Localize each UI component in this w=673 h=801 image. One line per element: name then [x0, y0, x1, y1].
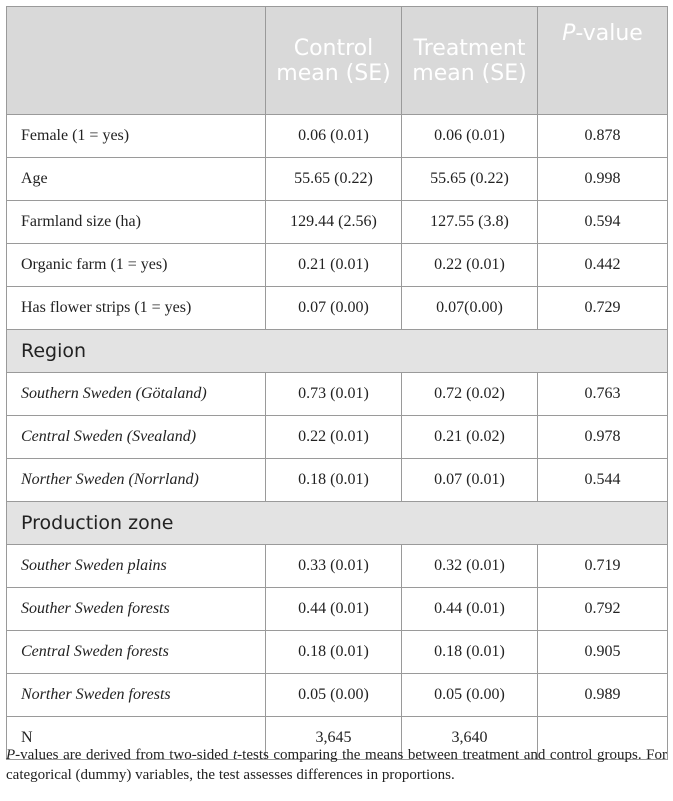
header-empty-cell — [7, 7, 266, 115]
row-label: Female (1 = yes) — [7, 115, 266, 158]
table-row — [7, 201, 668, 244]
p-value: 0.978 — [538, 416, 668, 459]
row-label: Age — [7, 158, 266, 201]
table-row — [7, 287, 668, 330]
row-label: Souther Sweden forests — [7, 588, 266, 631]
table-row — [7, 115, 668, 158]
header-treatment-mean: Treatment mean (SE) — [402, 7, 538, 115]
balance-table-container — [6, 6, 667, 760]
table-row — [7, 545, 668, 588]
control-value: 0.06 (0.01) — [266, 115, 402, 158]
treatment-value: 0.32 (0.01) — [402, 545, 538, 588]
control-value: 0.22 (0.01) — [266, 416, 402, 459]
section-header-production-zone — [7, 502, 668, 545]
control-value: 0.07 (0.00) — [266, 287, 402, 330]
header-control-mean: Control mean (SE) — [266, 7, 402, 115]
control-value: 0.73 (0.01) — [266, 373, 402, 416]
section-header-region — [7, 330, 668, 373]
row-label: Central Sweden forests — [7, 631, 266, 674]
control-value: 0.05 (0.00) — [266, 674, 402, 717]
row-label: Norther Sweden forests — [7, 674, 266, 717]
footnote-p-italic: P — [6, 747, 16, 763]
footnote-part-4: -tests comparing the means between treatment and control groups. For categorical (dummy) variables, the test assesses differences in proportions. — [6, 747, 667, 783]
control-value: 0.18 (0.01) — [266, 631, 402, 674]
p-value: 0.878 — [538, 115, 668, 158]
footnote-t-italic: t — [232, 747, 238, 763]
p-value: 0.763 — [538, 373, 668, 416]
treatment-value: 0.44 (0.01) — [402, 588, 538, 631]
treatment-value: 0.07(0.00) — [402, 287, 538, 330]
table-row — [7, 158, 668, 201]
row-label: Organic farm (1 = yes) — [7, 244, 266, 287]
section-title: Production zone — [7, 502, 668, 545]
table-row — [7, 631, 668, 674]
header-p-rest: -value — [575, 21, 643, 46]
table-row — [7, 674, 668, 717]
control-value: 0.18 (0.01) — [266, 459, 402, 502]
table-header-row — [7, 7, 668, 115]
header-p-italic: P — [562, 21, 576, 46]
row-label: Southern Sweden (Götaland) — [7, 373, 266, 416]
p-value: 0.989 — [538, 674, 668, 717]
row-label: Norther Sweden (Norrland) — [7, 459, 266, 502]
treatment-value: 0.07 (0.01) — [402, 459, 538, 502]
table-row — [7, 244, 668, 287]
treatment-value: 0.06 (0.01) — [402, 115, 538, 158]
control-value: 0.44 (0.01) — [266, 588, 402, 631]
treatment-value: 127.55 (3.8) — [402, 201, 538, 244]
p-value: 0.998 — [538, 158, 668, 201]
treatment-n: 3,640 — [402, 717, 538, 760]
section-title: Region — [7, 330, 668, 373]
header-p-value — [538, 7, 668, 115]
table-row — [7, 459, 668, 502]
control-value: 0.33 (0.01) — [266, 545, 402, 588]
treatment-value: 0.21 (0.02) — [402, 416, 538, 459]
treatment-value: 0.05 (0.00) — [402, 674, 538, 717]
p-value: 0.594 — [538, 201, 668, 244]
balance-table — [6, 6, 668, 760]
treatment-value: 0.22 (0.01) — [402, 244, 538, 287]
row-label: Central Sweden (Svealand) — [7, 416, 266, 459]
control-value: 129.44 (2.56) — [266, 201, 402, 244]
p-value: 0.905 — [538, 631, 668, 674]
p-value: 0.719 — [538, 545, 668, 588]
p-value: 0.792 — [538, 588, 668, 631]
control-value: 55.65 (0.22) — [266, 158, 402, 201]
row-label: Farmland size (ha) — [7, 201, 266, 244]
footnote-part-2: -values are derived from two-sided — [15, 747, 233, 763]
row-label: Has flower strips (1 = yes) — [7, 287, 266, 330]
table-row — [7, 588, 668, 631]
p-value: 0.729 — [538, 287, 668, 330]
treatment-value: 55.65 (0.22) — [402, 158, 538, 201]
p-value: 0.544 — [538, 459, 668, 502]
treatment-value: 0.18 (0.01) — [402, 631, 538, 674]
row-label: N — [7, 717, 266, 760]
table-row — [7, 373, 668, 416]
row-label: Souther Sweden plains — [7, 545, 266, 588]
table-footnote — [6, 745, 667, 785]
control-n: 3,645 — [266, 717, 402, 760]
table-row — [7, 416, 668, 459]
p-value: 0.442 — [538, 244, 668, 287]
control-value: 0.21 (0.01) — [266, 244, 402, 287]
treatment-value: 0.72 (0.02) — [402, 373, 538, 416]
